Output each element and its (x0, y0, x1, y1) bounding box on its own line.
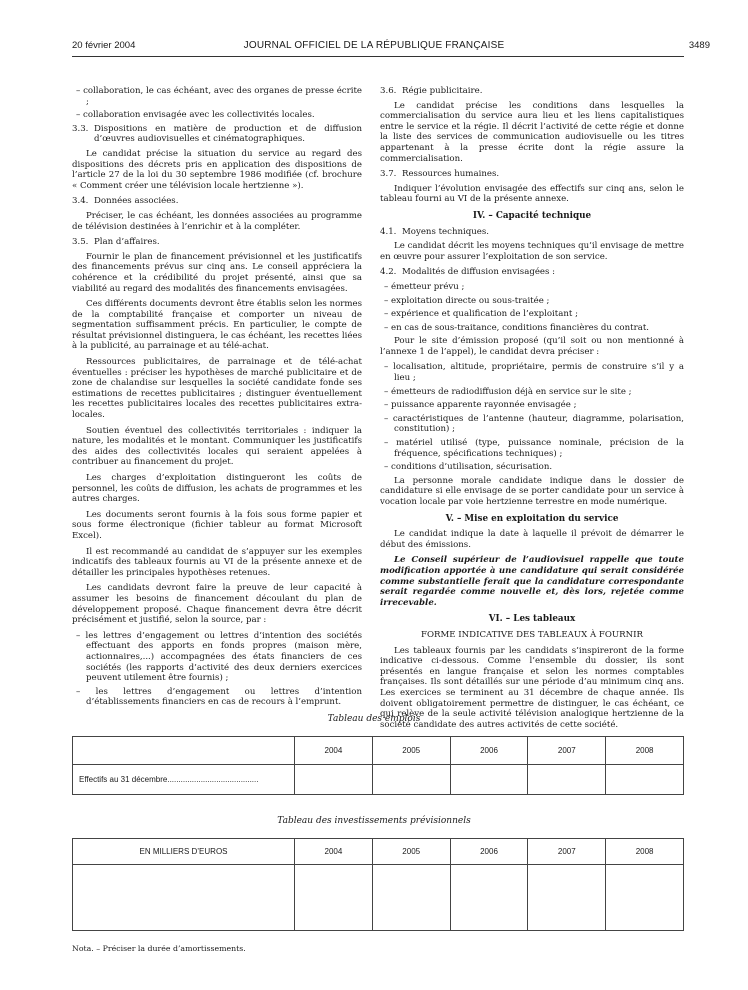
row-label: Effectifs au 31 décembre......................................... (73, 765, 295, 795)
table-cell (295, 865, 373, 931)
csa-reminder: Le Conseil supérieur de l’audiovisuel rappelle que toute modification apportée à une candidature qui serait considérée comme substantielle ferait que la candidature correspondante serait regardée comme nouvelle et, dès lors, rejetée comme irrecevable. (380, 555, 684, 608)
dash-item: – en cas de sous-traitance, conditions financières du contrat. (384, 322, 650, 333)
paragraph: Les charges d’exploitation distingueront les coûts de personnel, les coûts de diffusion, les achats de programmes et les autres charges. (72, 473, 362, 505)
footnote: Nota. – Préciser la durée d’amortissements. (72, 944, 246, 953)
right-column (380, 86, 684, 735)
year-header: 2006 (450, 737, 528, 765)
paragraph: Les documents seront fournis à la fois sous forme papier et sous forme électronique (fichier tableur au format Microsoft Excel). (72, 509, 362, 541)
dash-item: – collaboration envisagée avec les collectivités locales. (76, 110, 315, 121)
paragraph: Les candidats devront faire la preuve de leur capacité à assumer les besoins de financement découlant du plan de développement proposé. Chaque financement devra être décrit précisément et justifié, selon la source, par : (72, 583, 362, 626)
left-column (72, 86, 362, 711)
paragraph: Fournir le plan de financement prévisionnel et les justificatifs des financements prévus sur cinq ans. Le conseil appréciera la cohérence et la crédibilité du projet présenté, ainsi que sa viabilité au regard des modalités des financements envisagées. (72, 251, 362, 294)
paragraph: La personne morale candidate indique dans le dossier de candidature si elle envisage de se porter candidate pour un service à vocation locale par voie hertzienne terrestre en mode numérique. (380, 475, 684, 507)
dash-item: – matériel utilisé (type, puissance nominale, précision de la fréquence, spécifications techniques) ; (384, 438, 684, 459)
paragraph: Le candidat décrit les moyens techniques qu’il envisage de mettre en œuvre pour assurer l’exploitation de son service. (380, 241, 684, 262)
paragraph: Les tableaux fournis par les candidats s’inspireront de la forme indicative ci-dessous. Comme l’ensemble du dossier, ils sont présentés en langue française et selon les normes comptables françaises. Ils sont détaillés sur une période d’au minimum cinq ans. Les exercices se terminent au 31 décembre de chaque année. Ils doivent obligatoirement permettre de distinguer, le cas échéant, ce qui relève de la seule activité télévision analogique hertzienne de la société candidate des autres activités de cette société. (380, 645, 684, 730)
dash-item: – caractéristiques de l’antenne (hauteur, diagramme, polarisation, constitution) ; (384, 413, 684, 435)
table-emplois (72, 736, 684, 795)
table-cell (295, 765, 373, 795)
paragraph: Il est recommandé au candidat de s’appuyer sur les exemples indicatifs des tableaux fournis au VI de la présente annexe et de détailler les principales hypothèses retenues. (72, 546, 362, 578)
dash-item: – expérience et qualification de l’exploitant ; (384, 309, 578, 320)
section-3-3-heading: 3.3. Dispositions en matière de production et de diffusion d’œuvres audiovisuelles et cinématographiques. (72, 123, 362, 145)
dash-item: – collaboration, le cas échéant, avec des organes de presse écrite ; (76, 86, 362, 107)
dash-item: – émetteurs de radiodiffusion déjà en service sur le site ; (384, 386, 632, 397)
table-cell (372, 865, 450, 931)
paragraph: Le candidat précise les conditions dans lesquelles la commercialisation du service aura lieu et les liens capitalistiques entre le service et la régie. Il décrit l’activité de cette régie et donne la liste des services de communication audiovisuelle ou les titres appartenant à la presse écrite dont la régie assure la commercialisation. (380, 100, 684, 164)
header-date: 20 février 2004 (72, 40, 136, 51)
section-3-6-heading: 3.6. Régie publicitaire. (380, 86, 483, 96)
dash-item: – conditions d’utilisation, sécurisation. (384, 462, 553, 473)
corner-cell (73, 737, 295, 765)
tables-subheading: FORME INDICATIVE DES TABLEAUX À FOURNIR (420, 629, 644, 640)
paragraph: Préciser, le cas échéant, les données associées au programme de télévision destinées à l’enrichir et à la compléter. (72, 210, 362, 232)
table-cell (606, 865, 684, 931)
paragraph: Le candidat précise la situation du service au regard des dispositions des décrets pris en application des dispositions de l’article 27 de la loi du 30 septembre 1986 modifiée (cf. brochure « Comment créer une télévision locale hertzienne »). (72, 148, 362, 191)
table-emplois-caption: Tableau des emplois (327, 714, 421, 724)
dash-item: – exploitation directe ou sous-traitée ; (384, 295, 550, 306)
section-v-heading: V. – Mise en exploitation du service (445, 513, 619, 524)
paragraph: Soutien éventuel des collectivités territoriales : indiquer la nature, les modalités et le montant. Communiquer les justificatifs des aides des collectivités locales qui seraient appelées à contribuer au financement du projet. (72, 425, 362, 468)
dash-item: – les lettres d’engagement ou lettres d’intention des sociétés effectuant des apports en fonds propres (maison mère, actionnaires,...) accompagnées des états financiers de ces sociétés (les rapports d’activité des deux derniers exercices peuvent utilement être fournis) ; (76, 630, 362, 684)
year-header: 2007 (528, 839, 606, 865)
journal-title: JOURNAL OFFICIEL DE LA RÉPUBLIQUE FRANÇAISE (243, 40, 505, 51)
table-cell (450, 865, 528, 931)
paragraph: Ces différents documents devront être établis selon les normes de la comptabilité française et comporter un niveau de segmentation suffisamment précis. En particulier, le compte de résultat prévisionnel distinguera, le cas échéant, les recettes liées à la publicité, au parrainage et au télé-achat. (72, 299, 362, 352)
table-cell (450, 765, 528, 795)
section-4-2-heading: 4.2. Modalités de diffusion envisagées : (380, 267, 556, 278)
section-vi-heading: VI. – Les tableaux (488, 614, 576, 625)
dash-item: – les lettres d’engagement ou lettres d’intention d’établissements financiers en cas de recours à l’emprunt. (76, 686, 362, 708)
paragraph: Indiquer l’évolution envisagée des effectifs sur cinq ans, selon le tableau fourni au VI de la présente annexe. (380, 183, 684, 205)
section-iv-heading: IV. – Capacité technique (472, 210, 592, 221)
table-investissements-caption: Tableau des investissements prévisionnels (277, 816, 471, 826)
table-cell (73, 865, 295, 931)
year-header: 2008 (606, 737, 684, 765)
year-header: 2008 (606, 839, 684, 865)
dash-item: – émetteur prévu ; (384, 281, 465, 292)
corner-cell: EN MILLIERS D’EUROS (73, 839, 295, 865)
table-investissements (72, 838, 684, 931)
year-header: 2005 (372, 839, 450, 865)
section-3-4-heading: 3.4. Données associées. (72, 196, 179, 207)
page-number: 3489 (688, 40, 710, 51)
year-header: 2004 (295, 839, 373, 865)
dash-item: – puissance apparente rayonnée envisagée ; (384, 400, 577, 411)
year-header: 2005 (372, 737, 450, 765)
table-cell (372, 765, 450, 795)
paragraph: Ressources publicitaires, de parrainage et de télé-achat éventuelles : préciser les hypothèses de marché publicitaire et de zone de chalandise sur lesquelles la société candidate fonde ses estimations de recettes publicitaires ; distinguer éventuellement les recettes publicitaires locales des recettes publicitaires extra-locales. (72, 357, 362, 421)
year-header: 2004 (295, 737, 373, 765)
section-3-7-heading: 3.7. Ressources humaines. (380, 169, 500, 180)
dash-item: – localisation, altitude, propriétaire, permis de construire s’il y a lieu ; (384, 362, 684, 384)
table-cell (528, 865, 606, 931)
table-cell (606, 765, 684, 795)
section-3-5-heading: 3.5. Plan d’affaires. (72, 237, 160, 248)
paragraph: Pour le site d’émission proposé (qu’il soit ou non mentionné à l’annexe 1 de l’appel), le candidat devra préciser : (380, 336, 684, 357)
header-rule (72, 56, 684, 57)
section-4-1-heading: 4.1. Moyens techniques. (380, 226, 490, 237)
year-header: 2006 (450, 839, 528, 865)
paragraph: Le candidat indique la date à laquelle il prévoit de démarrer le début des émissions. (380, 529, 684, 550)
table-cell (528, 765, 606, 795)
year-header: 2007 (528, 737, 606, 765)
